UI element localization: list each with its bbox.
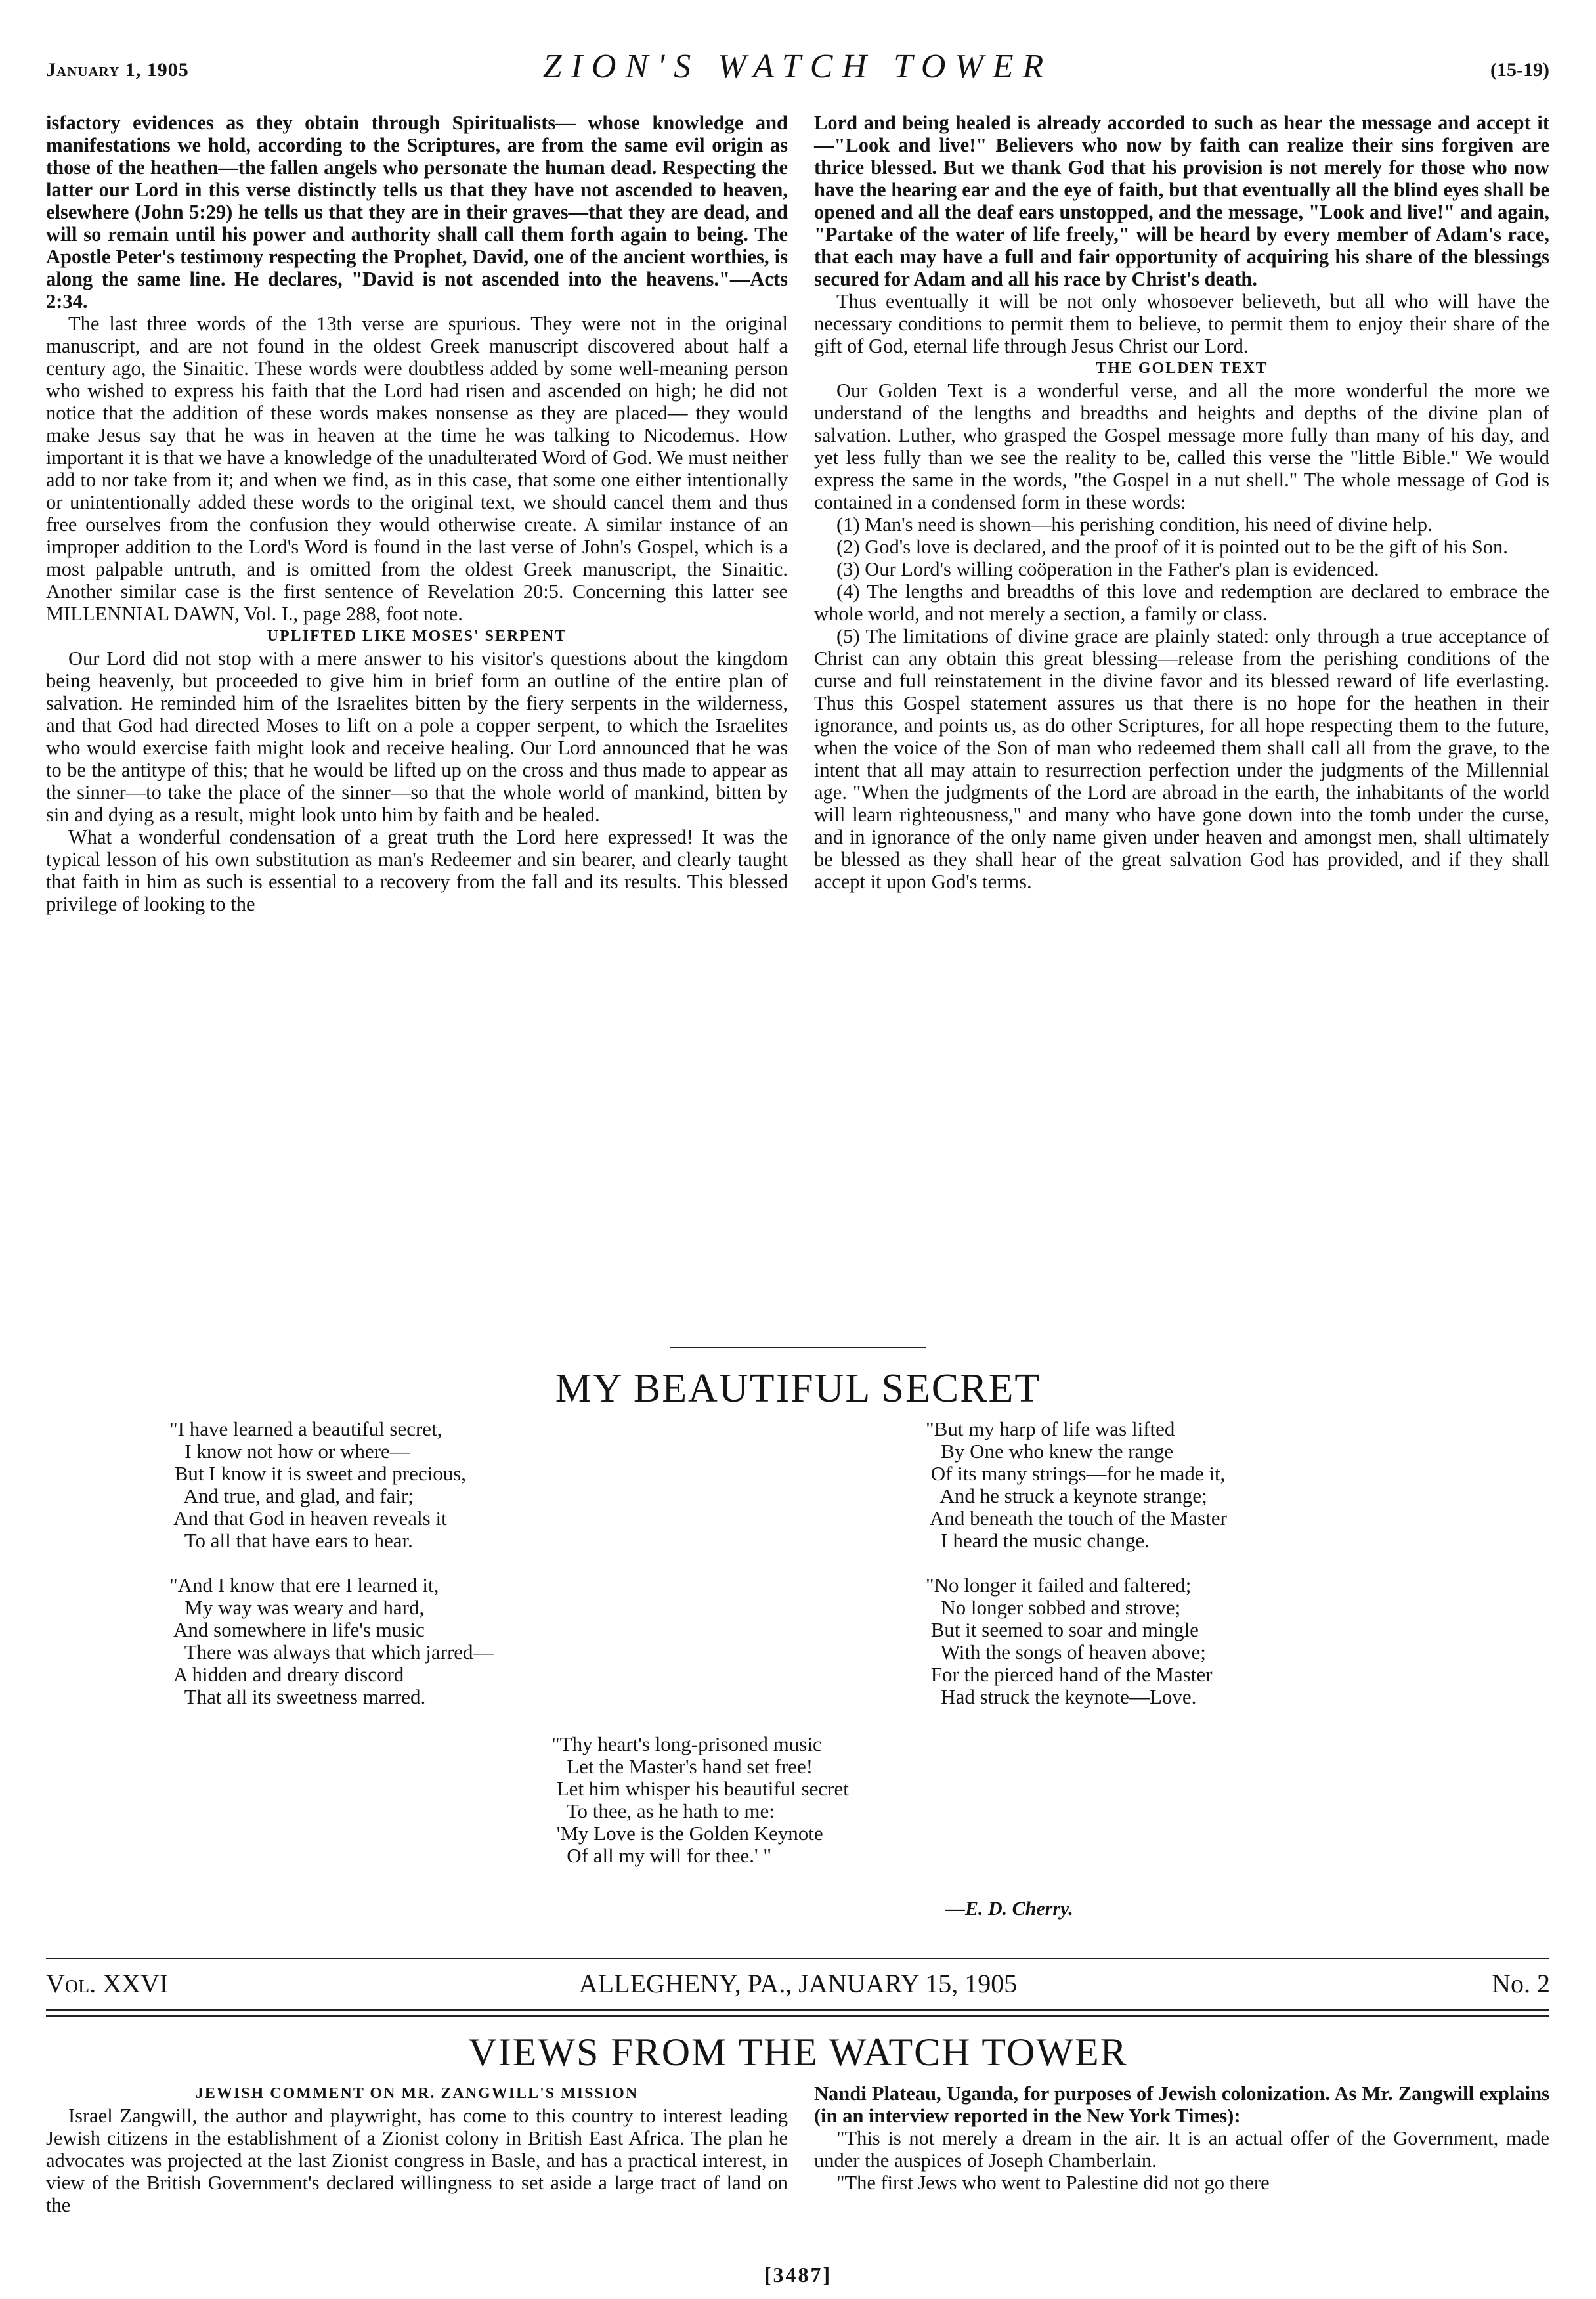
divider — [46, 2015, 1549, 2017]
list-item: (1) Man's need is shown—his perishing condition, his need of divine help. — [836, 513, 1433, 536]
paragraph: Lord and being healed is already accorded to such as hear the message and accept it—"Look and live!" Believers who now by faith can realize their sins forgiven are thrice blessed. But we thank God that his provision is not merely for those who now have the hearing ear and the eye of faith, but that eventually all the blind eyes shall be opened and all the deaf ears unstopped, and the message, "Look and live!" and again, "Partake of the water of life freely," will be heard by every member of Adam's race, that each may have a full and fair opportunity of acquiring his share of the blessings secured for Adam and all his race by Christ's death. — [814, 112, 1549, 290]
paragraph: isfactory evidences as they obtain through Spiritualists— whose knowledge and manifestations we hold, according to the Scriptures, are from the same evil origin as those of the heathen—the fallen angels who personate the human dead. Respecting the latter our Lord in this verse distinctly tells us that they have not ascended to heaven, elsewhere (John 5:29) he tells us that they are in their graves—that they are dead, and will so remain until his power and authority shall call them forth again to being. The Apostle Peter's testimony respecting the Prophet, David, one of the ancient worthies, is along the same line. He declares, "David is not ascended into the heavens."—Acts 2:34. — [46, 112, 788, 312]
section-heading: JEWISH COMMENT ON MR. ZANGWILL'S MISSION — [195, 2085, 639, 2102]
poem-author: —E. D. Cherry. — [945, 1898, 1073, 1920]
divider — [670, 1347, 926, 1348]
paragraph: The last three words of the 13th verse are spurious. They were not in the original manuscript, and are not found in the oldest Greek manuscript discovered about half a century ago, the Sinaitic. These words were doubtless added by some well-meaning person who wished to express his faith that the Lord had risen and ascended on high; he did not notice that the addition of these words makes nonsense as they are placed— they would make Jesus say that he was in heaven at the time he was talking to Nicodemus. How important it is that we have a knowledge of the unadulterated Word of God. We must neither add to nor take from it; and when we find, as in this case, that some one either intentionally or unintentionally added these words to the original text, we should cancel them and thus free ourselves from the confusion they would otherwise create. A similar instance of an improper addition to the Lord's Word is found in the last verse of John's Gospel, which is a most palpable untruth, and is omitted from the oldest Greek manuscript, the Sinaitic. Another similar case is the first sentence of Revelation 20:5. Concerning this latter see MILLENNIAL DAWN, Vol. I., page 288, foot note. — [46, 312, 788, 625]
section-title: VIEWS FROM THE WATCH TOWER — [468, 2030, 1128, 2074]
issue-number: No. 2 — [1492, 1969, 1550, 1998]
views-left-column — [46, 2082, 788, 2253]
divider — [46, 2009, 1549, 2011]
paragraph: Our Golden Text is a wonderful verse, and all the more wonderful the more we understand of the lengths and breadths and heights and depths of the divine plan of salvation. Luther, who grasped the Gospel message more fully than many of his day, and yet less fully than we see the reality to be, called this verse the "little Bible." We would express the same in the words, "the Gospel in a nut shell." The whole message of God is contained in a condensed form in these words: — [814, 379, 1549, 513]
article-left-column — [46, 112, 788, 1326]
poem-stanza: "Thy heart's long-prisoned music Let the Master's hand set free! Let him whisper his beautiful secret To thee, as he hath to me: 'My Love is the Golden Keynote Of all my will for thee.' " — [551, 1732, 849, 1867]
poem-stanza: "No longer it failed and faltered; No longer sobbed and strove; But it seemed to soar and mingle With the songs of heaven above; For the pierced hand of the Master Had struck the keynote—Love. — [926, 1574, 1213, 1708]
list-item: (4) The lengths and breadths of this love and redemption are declared to embrace the whole world, and not merely a section, a family or class. — [814, 580, 1549, 625]
paragraph: Thus eventually it will be not only whosoever believeth, but all who will have the necessary conditions to permit them to believe, to permit them to enjoy their share of the gift of God, eternal life through Jesus Christ our Lord. — [814, 290, 1549, 357]
poem-title: MY BEAUTIFUL SECRET — [555, 1366, 1041, 1411]
poem-stanza: "I have learned a beautiful secret, I know not how or where— But I know it is sweet and precious, And true, and glad, and fair; And that God in heaven reveals it To all that have ears to hear. — [169, 1417, 467, 1552]
paragraph: Nandi Plateau, Uganda, for purposes of Jewish colonization. As Mr. Zangwill explains (in an interview reported in the New York Times): — [814, 2082, 1549, 2127]
list-item: (5) The limitations of divine grace are plainly stated: only through a true acceptance of Christ can any obtain this great blessing—release from the perishing conditions of the curse and full reinstatement in the divine favor and its blessed reward of life everlasting. Thus this Gospel statement assures us that there is no hope for the heathen in their ignorance, and points us, as do other Scriptures, for all hope respecting them to the future, when the voice of the Son of man who redeemed them shall call all from the grave, to the intent that all may attain to resurrection perfection under the judgments of the Millennial age. "When the judgments of the Lord are abroad in the earth, the inhabitants of the world will learn righteousness," and many who have gone down into the tomb under the curse, and in ignorance of the only name given under heaven and amongst men, shall ultimately be blessed as they shall hear of the great salvation God has provided, and if they shall accept it upon God's terms. — [814, 625, 1549, 893]
paragraph: "The first Jews who went to Palestine did not go there — [836, 2172, 1270, 2194]
paragraph: What a wonderful condensation of a great truth the Lord here expressed! It was the typical lesson of his own substitution as man's Redeemer and sin bearer, and clearly taught that faith in him as such is essential to a recovery from the fall and its results. This blessed privilege of looking to the — [46, 826, 788, 915]
poem-stanza: "But my harp of life was lifted By One who knew the range Of its many strings—for he made it, And he struck a keynote strange; And beneath the touch of the Master I heard the music change. — [926, 1417, 1227, 1552]
running-head — [46, 47, 1549, 93]
paragraph: Our Lord did not stop with a mere answer to his visitor's questions about the kingdom being heavenly, but proceeded to give him in brief form an outline of the entire plan of salvation. He reminded him of the Israelites bitten by the fiery serpents in the wilderness, and that God had directed Moses to lift on a pole a copper serpent, to which the Israelites who would exercise faith might look and receive healing. Our Lord announced that he was to be the antitype of this; that he would be lifted up on the cross and thus made to appear as the sinner—to take the place of the sinner—so that the whole world of mankind, bitten by sin and dying as a result, might look unto him by faith and be healed. — [46, 647, 788, 826]
poem-stanza: "And I know that ere I learned it, My way was weary and hard, And somewhere in life's music There was always that which jarred— A hidden and dreary discord That all its sweetness marred. — [169, 1574, 494, 1708]
paragraph: Israel Zangwill, the author and playwright, has come to this country to interest leading Jewish citizens in the establishment of a Zionist colony in British East Africa. The plan he advocates was projected at the last Zionist congress in Basle, and has a practical interest, in view of the British Government's declared willingness to set aside a large tract of land on the — [46, 2105, 788, 2216]
article-right-column — [814, 112, 1549, 1326]
views-right-column — [814, 2082, 1549, 2253]
divider — [46, 1958, 1549, 1959]
volume-label: Vol. XXVI — [46, 1969, 169, 1998]
place-date: ALLEGHENY, PA., JANUARY 15, 1905 — [578, 1969, 1018, 1998]
page-range: (15-19) — [1490, 59, 1549, 81]
paragraph: "This is not merely a dream in the air. It is an actual offer of the Government, made under the auspices of Joseph Chamberlain. — [814, 2127, 1549, 2172]
list-item: (3) Our Lord's willing coöperation in the Father's plan is evidenced. — [836, 558, 1379, 580]
section-heading: THE GOLDEN TEXT — [1096, 360, 1268, 377]
page-number: [3487] — [764, 2263, 832, 2287]
journal-title: ZION'S WATCH TOWER — [542, 48, 1053, 85]
issue-date: January 1, 1905 — [46, 59, 189, 81]
list-item: (2) God's love is declared, and the proof of it is pointed out to be the gift of his Son. — [836, 536, 1508, 558]
section-heading: UPLIFTED LIKE MOSES' SERPENT — [267, 628, 567, 645]
